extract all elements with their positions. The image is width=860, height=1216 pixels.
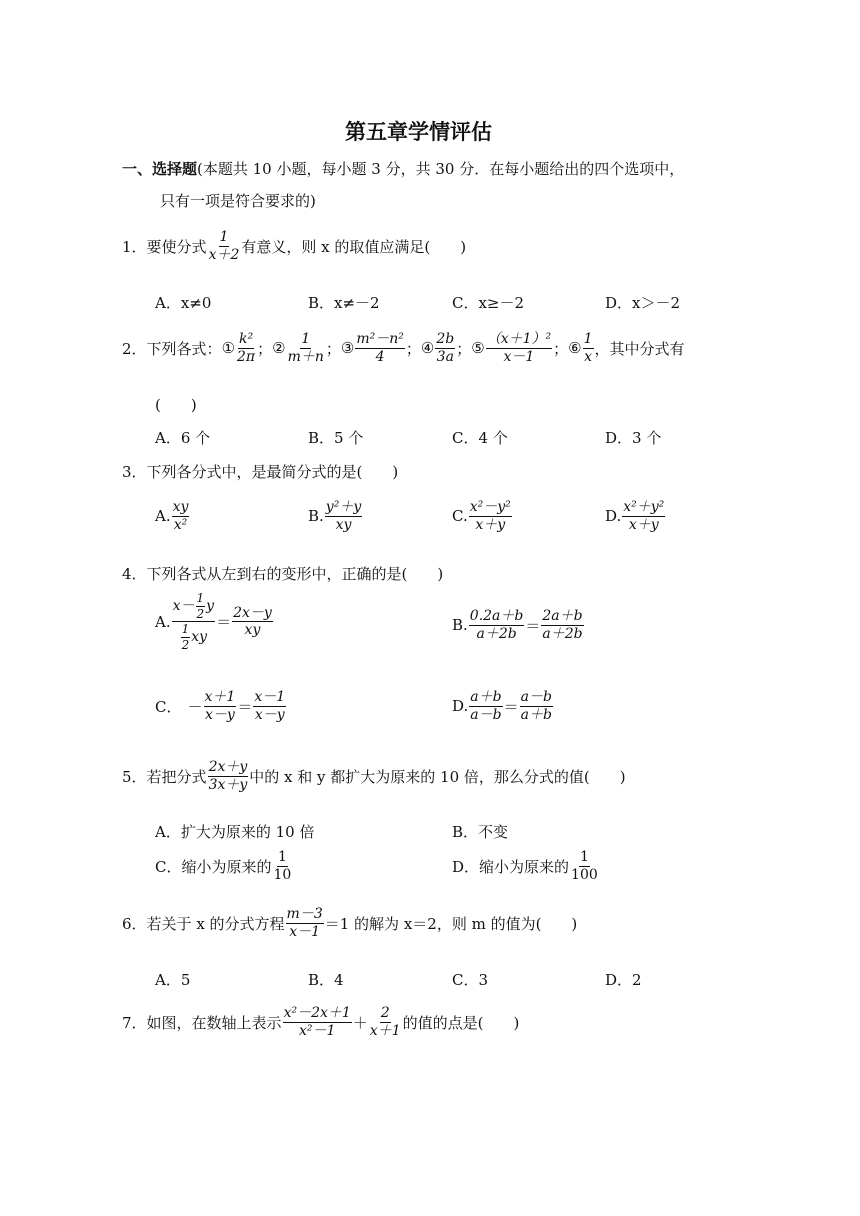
q4-a-complex-fraction	[172, 592, 215, 651]
q7-fraction-2	[369, 1006, 402, 1038]
q3-option-b-label: B.	[308, 507, 324, 526]
q4-option-a-label: A.	[155, 612, 171, 631]
q1-option-b[interactable]: B．x≠－2	[308, 294, 380, 312]
q2-item-3-fraction	[355, 332, 405, 364]
q2-item-5-den: x－1	[503, 348, 535, 365]
q2-sep: ；	[257, 339, 273, 358]
q4-d-left-fraction	[469, 690, 502, 722]
q3-option-d-fraction	[622, 500, 665, 532]
q5-d-num: 1	[579, 849, 589, 865]
q6-fraction	[286, 907, 324, 939]
section-desc-line1: (本题共 10 小题，每小题 3 分，共 30 分．在每小题给出的四个选项中，	[197, 160, 685, 178]
q2-option-d[interactable]: D．3 个	[605, 429, 662, 447]
q2-item-6-den: x	[584, 348, 592, 365]
q7-f2-num: 2	[380, 1005, 390, 1021]
q4-a-equals: ＝	[216, 613, 232, 632]
q1-pre: 要使分式	[146, 237, 207, 256]
q2-answer-paren: ( )	[155, 396, 197, 414]
q4-b-lnum: 0.2a＋b	[469, 608, 524, 624]
q4-a-top-half-num: 1	[196, 591, 205, 605]
q5-c-num: 1	[277, 849, 287, 865]
q5-d-den: 100	[571, 866, 598, 883]
q5-frac-num: 2x＋y	[208, 759, 248, 775]
question-1	[122, 230, 466, 262]
q4-a-bot-half-den: 2	[181, 637, 190, 652]
q7-f2-den: x＋1	[369, 1022, 401, 1039]
q7-post: 的值的点是( )	[402, 1013, 520, 1032]
q2-item-1-fraction	[236, 332, 256, 364]
q4-number: 4．	[122, 565, 147, 583]
q2-item-1-num: k²	[239, 331, 254, 347]
q4-b-lden: a＋2b	[476, 625, 517, 642]
q4-b-right-fraction	[541, 609, 583, 641]
q4-c-rden: x－y	[254, 706, 285, 723]
q3-option-d-num: x²＋y²	[623, 499, 665, 515]
q5-fraction	[208, 760, 249, 792]
question-2	[122, 332, 685, 364]
q2-item-6-mark: ⑥	[568, 339, 582, 358]
q4-c-lden: x－y	[205, 706, 235, 723]
question-5	[122, 760, 626, 792]
q4-a-bot-half	[181, 623, 191, 651]
q3-number: 3．	[122, 463, 147, 481]
q2-sep: ；	[553, 339, 569, 358]
q2-post: ，其中分式有	[594, 339, 685, 358]
q4-b-equals: ＝	[525, 616, 541, 635]
q5-post: 中的 x 和 y 都扩大为原来的 10 倍，那么分式的值( )	[249, 767, 626, 786]
q5-option-c-text: C．缩小为原来的	[155, 857, 272, 876]
q2-item-6-fraction	[583, 332, 594, 364]
q5-option-d-text: D．缩小为原来的	[452, 857, 570, 876]
page-title: 第五章学情评估	[345, 120, 492, 144]
q2-option-c[interactable]: C．4 个	[452, 429, 508, 447]
q4-a-rnum: 2x－y	[233, 604, 272, 621]
q2-sep: ；	[325, 339, 341, 358]
question-4	[122, 563, 443, 584]
q4-d-lnum: a＋b	[470, 689, 502, 705]
q3-option-d-label: D.	[605, 507, 622, 526]
q1-option-d[interactable]: D．x＞－2	[605, 294, 681, 312]
q7-fraction-1	[283, 1006, 352, 1038]
q3-option-c-label: C.	[452, 507, 468, 526]
q4-d-rden: a＋b	[520, 706, 552, 723]
q4-option-a[interactable]	[155, 592, 274, 651]
q4-c-equals: ＝	[237, 697, 253, 716]
q2-item-4-mark: ④	[420, 339, 435, 358]
q3-option-b-num: y²＋y	[325, 499, 362, 515]
q5-pre: 若把分式	[146, 767, 207, 786]
q3-option-b-fraction	[325, 500, 362, 532]
q2-item-2-fraction	[287, 332, 325, 364]
q4-a-top-tail: y	[206, 597, 215, 614]
section-label: 一、选择题	[122, 160, 198, 178]
q4-d-right-fraction	[520, 690, 553, 722]
q2-item-5-mark: ⑤	[471, 339, 485, 358]
q4-b-rnum: 2a＋b	[542, 608, 583, 624]
q1-fraction	[208, 230, 241, 262]
q3-option-a-label: A.	[155, 507, 171, 526]
q7-pre: 如图，在数轴上表示	[146, 1013, 282, 1032]
q3-text: 下列各分式中，是最简分式的是( )	[146, 463, 399, 481]
q2-item-3-mark: ③	[340, 339, 355, 358]
q3-option-a-den: x²	[173, 516, 188, 533]
q3-option-c-fraction	[469, 500, 512, 532]
q7-plus: ＋	[352, 1013, 368, 1032]
q1-number: 1．	[122, 237, 147, 256]
q4-b-left-fraction	[469, 609, 525, 641]
q4-a-denominator	[179, 622, 208, 651]
q2-item-2-den: m＋n	[287, 348, 324, 365]
q4-d-lden: a－b	[470, 706, 502, 723]
q4-c-right-fraction	[253, 690, 286, 722]
section-header	[122, 158, 684, 179]
q6-option-c[interactable]: C．3	[452, 971, 489, 989]
q2-item-3-den: 4	[375, 348, 385, 365]
q4-c-left-fraction	[204, 690, 237, 722]
q1-option-c[interactable]: C．x≥－2	[452, 294, 525, 312]
q4-c-rnum: x－1	[254, 689, 286, 705]
q3-option-a[interactable]	[155, 500, 190, 532]
question-7	[122, 1006, 519, 1038]
q2-item-5-fraction	[486, 332, 552, 364]
q3-option-c-den: x＋y	[475, 516, 506, 533]
q2-option-a[interactable]: A．6 个	[155, 429, 211, 447]
q4-d-equals: ＝	[503, 697, 519, 716]
q7-f1-den: x²－1	[298, 1022, 336, 1039]
q1-frac-num: 1	[219, 229, 229, 245]
q4-a-bot-tail: xy	[191, 628, 208, 645]
question-3	[122, 461, 398, 482]
section-desc-line2: 只有一项是符合要求的)	[160, 192, 316, 210]
q6-option-a[interactable]: A．5	[155, 971, 191, 989]
q5-option-b[interactable]: B．不变	[452, 823, 509, 841]
q6-number: 6．	[122, 914, 147, 933]
q1-post: 有意义，则 x 的取值应满足( )	[241, 237, 467, 256]
q4-option-b[interactable]	[452, 609, 585, 641]
q5-number: 5．	[122, 767, 147, 786]
q2-item-6-num: 1	[583, 331, 593, 347]
q6-option-d[interactable]: D．2	[605, 971, 642, 989]
q3-option-a-num: xy	[172, 499, 189, 515]
q3-option-c[interactable]	[452, 500, 513, 532]
q5-option-d[interactable]	[452, 850, 600, 882]
question-6	[122, 907, 577, 939]
q3-option-d-den: x＋y	[628, 516, 659, 533]
q1-frac-den: x＋2	[208, 246, 240, 263]
q4-option-b-label: B.	[452, 616, 468, 635]
q2-item-3-num: m²－n²	[356, 331, 404, 347]
q4-b-rden: a＋2b	[542, 625, 583, 642]
q4-a-top-half-den: 2	[196, 606, 205, 621]
q4-a-bot-half-num: 1	[181, 622, 190, 637]
q3-option-b-den: xy	[335, 516, 352, 533]
q4-c-lnum: x＋1	[204, 689, 236, 705]
q5-option-c-fraction	[272, 850, 292, 882]
q5-option-a[interactable]: A．扩大为原来的 10 倍	[155, 823, 315, 841]
q5-option-d-fraction	[570, 850, 599, 882]
q7-f1-num: x²－2x＋1	[283, 1005, 351, 1021]
q4-c-minus: －	[187, 697, 203, 716]
q6-post: ＝1 的解为 x＝2，则 m 的值为( )	[324, 914, 578, 933]
q5-option-c[interactable]	[155, 850, 293, 882]
q2-sep: ；	[456, 339, 472, 358]
q6-pre: 若关于 x 的分式方程	[146, 914, 285, 933]
q4-a-top-text: x－	[172, 597, 195, 614]
q3-option-b[interactable]	[308, 500, 363, 532]
q4-text: 下列各式从左到右的变形中，正确的是( )	[146, 565, 444, 583]
q2-item-4-den: 3a	[436, 348, 454, 365]
q4-option-d-label: D.	[452, 697, 469, 716]
q4-a-rden: xy	[244, 622, 261, 639]
q2-item-1-mark: ①	[221, 339, 236, 358]
q4-option-d[interactable]	[452, 690, 554, 722]
q7-number: 7．	[122, 1013, 147, 1032]
q2-item-4-num: 2b	[436, 331, 455, 347]
q4-a-top-half	[196, 592, 206, 620]
q4-a-right-fraction	[232, 606, 273, 638]
q3-option-d[interactable]	[605, 500, 666, 532]
q3-option-a-fraction	[172, 500, 190, 532]
q2-number: 2．	[122, 339, 147, 358]
q4-option-c[interactable]	[155, 690, 287, 722]
q3-option-c-num: x²－y²	[469, 499, 511, 515]
q4-option-c-label: C．	[155, 697, 182, 716]
q2-item-2-mark: ②	[272, 339, 286, 358]
q6-option-b[interactable]: B．4	[308, 971, 344, 989]
q2-item-1-den: 2π	[237, 348, 256, 365]
q2-pre: 下列各式：	[146, 339, 222, 358]
q2-sep: ；	[405, 339, 421, 358]
q4-a-numerator	[172, 592, 215, 622]
q2-item-5-num: （x＋1）²	[486, 331, 552, 347]
q2-item-2-num: 1	[301, 331, 311, 347]
q6-frac-den: x－1	[289, 923, 321, 940]
q1-option-a[interactable]: A．x≠0	[155, 294, 212, 312]
q5-c-den: 10	[273, 866, 292, 883]
q5-frac-den: 3x＋y	[208, 776, 248, 793]
q4-d-rnum: a－b	[520, 689, 552, 705]
q6-frac-num: m－3	[286, 906, 323, 922]
q2-item-4-fraction	[435, 332, 455, 364]
q2-option-b[interactable]: B．5 个	[308, 429, 364, 447]
